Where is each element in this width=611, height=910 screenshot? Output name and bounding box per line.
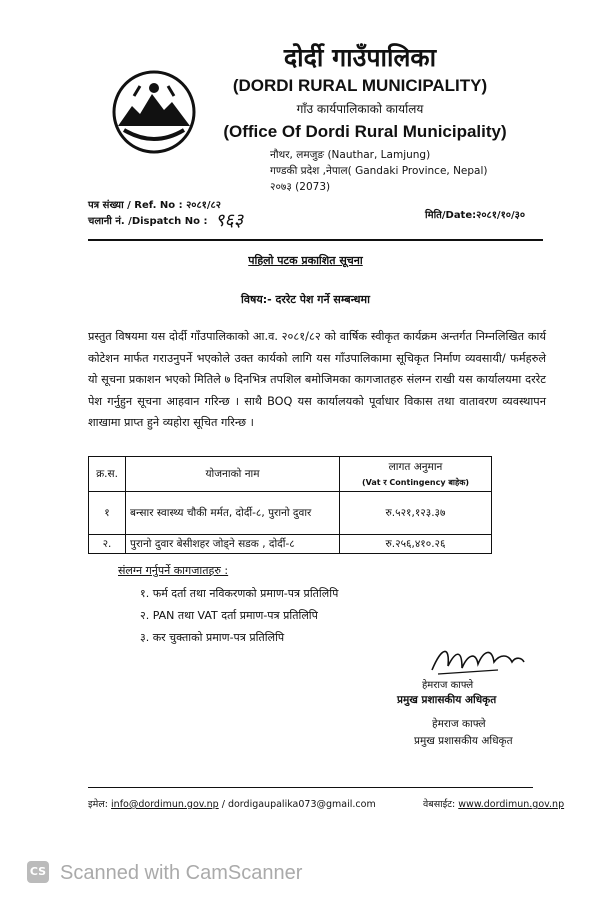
- stamp-title: प्रमुख प्रशासकीय अधिकृत: [414, 735, 513, 747]
- signatory-title: प्रमुख प्रशासकीय अधिकृत: [397, 694, 497, 706]
- dispatch-label: चलानी नं. /Dispatch No :: [88, 216, 208, 227]
- ref-value: २०८१/८२: [186, 200, 221, 211]
- row-sn: १: [89, 492, 126, 535]
- established-year: २०७३ (2073): [270, 181, 331, 193]
- date-label: मिति/Date:: [425, 210, 477, 221]
- table-row: [89, 535, 492, 554]
- header-cost-note: (Vat र Contingency बाहेक): [361, 478, 470, 487]
- attachment-item: ३. कर चुक्ताको प्रमाण-पत्र प्रतिलिपि: [140, 631, 285, 644]
- website-link[interactable]: www.dordimun.gov.np: [458, 799, 565, 810]
- notice-heading: पहिलो पटक प्रकाशित सूचना: [248, 254, 363, 267]
- header-cost-label: लागत अनुमान: [388, 461, 443, 473]
- handwritten-signature-icon: [428, 640, 528, 680]
- office-title-en: (Office Of Dordi Rural Municipality): [223, 122, 507, 141]
- notice-body: प्रस्तुत विषयमा यस दोर्दी गाँउपालिकाको आ.व. २०८१/८२ को वार्षिक स्वीकृत कार्यक्रम अन्तर्गत निम्नलिखित कार्य कोटेशन मार्फत गराउनुपर्ने भएकोले उक्त कार्यको लागि यस गाँउपालिकामा सूचिकृत निर्माण व्यवसायी/ फर्महरुले यो सूचना प्रकाशन भएको मितिले ७ दिनभित्र तपशिल बमोजिमका कागजातहरु संलग्न राखी यस कार्यालयमा दररेट पेश गर्नुहुन सूचना आहवान गरिन्छ । साथै BOQ यस कार्यालयको पूर्वाधार विकास तथा वातावरण व्यवस्थापन शाखामा प्राप्त हुने व्यहोरा सूचित गरिन्छ ।: [88, 330, 546, 429]
- email-secondary: / dordigaupalika073@gmail.com: [218, 799, 376, 810]
- footer-divider: [88, 787, 533, 788]
- camscanner-icon: CS: [27, 861, 49, 883]
- municipality-title-np: दोर्दी गाउँपालिका: [283, 43, 437, 72]
- row-project-name: बन्सार स्वास्थ्य चौकी मर्मत, दोर्दी-८, पुरानो दुवार: [126, 492, 340, 535]
- attachment-item: २. PAN तथा VAT दर्ता प्रमाण-पत्र प्रतिलिपि: [140, 609, 318, 622]
- row-project-name: पुरानो दुवार बेसीशहर जोड्ने सडक , दोर्दी-८: [126, 535, 340, 554]
- row-sn: २.: [89, 535, 126, 554]
- table-header-row: [89, 457, 492, 492]
- row-cost: रु.५२१,१२३.३७: [340, 492, 492, 535]
- project-table: [88, 456, 492, 554]
- attachment-item: १. फर्म दर्ता तथा नविकरणको प्रमाण-पत्र प्रतिलिपि: [140, 587, 339, 600]
- attachments-title: संलग्न गर्नुपर्ने कागजातहरु :: [118, 564, 229, 577]
- date-value: २०८१/१०/३०: [476, 210, 526, 221]
- header-project-name: योजनाको नाम: [126, 457, 340, 492]
- email-label: इमेल:: [88, 799, 108, 810]
- table-row: [89, 492, 492, 535]
- emblem-logo-icon: [110, 68, 198, 156]
- letter-date: [425, 207, 525, 221]
- header-sn: क्र.स.: [89, 457, 126, 492]
- municipality-title-en: (DORDI RURAL MUNICIPALITY): [232, 76, 488, 95]
- ref-number: [88, 197, 221, 211]
- footer-email: [88, 797, 376, 810]
- signatory-name: हेमराज काफ्ले: [422, 680, 474, 691]
- office-title-np: गाँउ कार्यपालिकाको कार्यालय: [296, 102, 424, 116]
- scanner-watermark: Scanned with CamScanner: [60, 862, 303, 884]
- website-label: वेबसाईट:: [423, 799, 456, 810]
- stamp-name: हेमराज काफ्ले: [432, 718, 486, 730]
- header-cost-estimate: [340, 457, 492, 492]
- header-divider: [88, 239, 543, 241]
- footer-website: [423, 797, 564, 810]
- ref-label: पत्र संख्या / Ref. No :: [88, 200, 183, 211]
- address-line-1: नौथर, लमजुङ (Nauthar, Lamjung): [270, 149, 431, 161]
- notice-subject: विषय:- दररेट पेश गर्ने सम्बन्धमा: [241, 293, 370, 306]
- row-cost: रु.२५६,४१०.२६: [340, 535, 492, 554]
- address-line-2: गण्डकी प्रदेश ,नेपाल( Gandaki Province, Nepal): [270, 165, 488, 177]
- email-link[interactable]: info@dordimun.gov.np: [111, 799, 219, 810]
- dispatch-number: ९६३: [215, 210, 244, 231]
